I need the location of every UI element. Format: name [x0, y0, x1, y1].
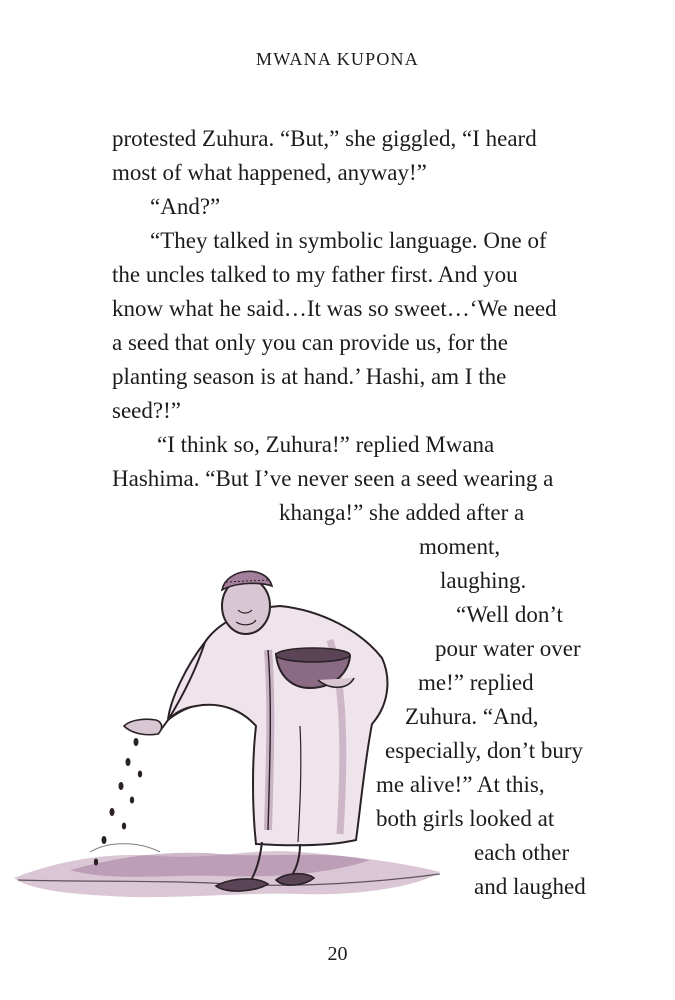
- text-line: seed?!”: [112, 398, 181, 423]
- text-line: moment,: [419, 534, 501, 559]
- text-line: planting season is at hand.’ Hashi, am I the: [112, 364, 507, 389]
- text-line: a seed that only you can provide us, for the: [112, 330, 508, 355]
- falling-seeds: [94, 738, 142, 866]
- text-line: “They talked in symbolic language. One of: [150, 228, 547, 253]
- text-line: khanga!” she added after a: [279, 500, 525, 525]
- text-line: me!” replied: [418, 670, 534, 695]
- sower-illustration: [0, 530, 470, 910]
- text-line: each other: [474, 840, 570, 865]
- page-number: 20: [327, 943, 348, 965]
- text-line: Zuhura. “And,: [405, 704, 539, 729]
- text-line: “And?”: [150, 194, 221, 219]
- text-line: especially, don’t bury: [385, 738, 584, 763]
- sower-figure: [124, 571, 387, 891]
- text-line: the uncles talked to my father first. And you: [112, 262, 518, 287]
- running-header: MWANA KUPONA: [256, 49, 419, 69]
- text-line: me alive!” At this,: [376, 772, 545, 797]
- text-line: pour water over: [435, 636, 581, 661]
- text-line: most of what happened, anyway!”: [112, 160, 427, 185]
- text-line: laughing.: [440, 568, 527, 593]
- text-line: protested Zuhura. “But,” she giggled, “I heard: [112, 126, 537, 151]
- text-line: and laughed: [474, 874, 586, 899]
- text-line: “Well don’t: [456, 602, 563, 627]
- text-line: Hashima. “But I’ve never seen a seed wearing a: [112, 466, 554, 491]
- text-line: both girls looked at: [376, 806, 555, 831]
- text-line: know what he said…It was so sweet…‘We need: [112, 296, 557, 321]
- text-line: “I think so, Zuhura!” replied Mwana: [157, 432, 495, 457]
